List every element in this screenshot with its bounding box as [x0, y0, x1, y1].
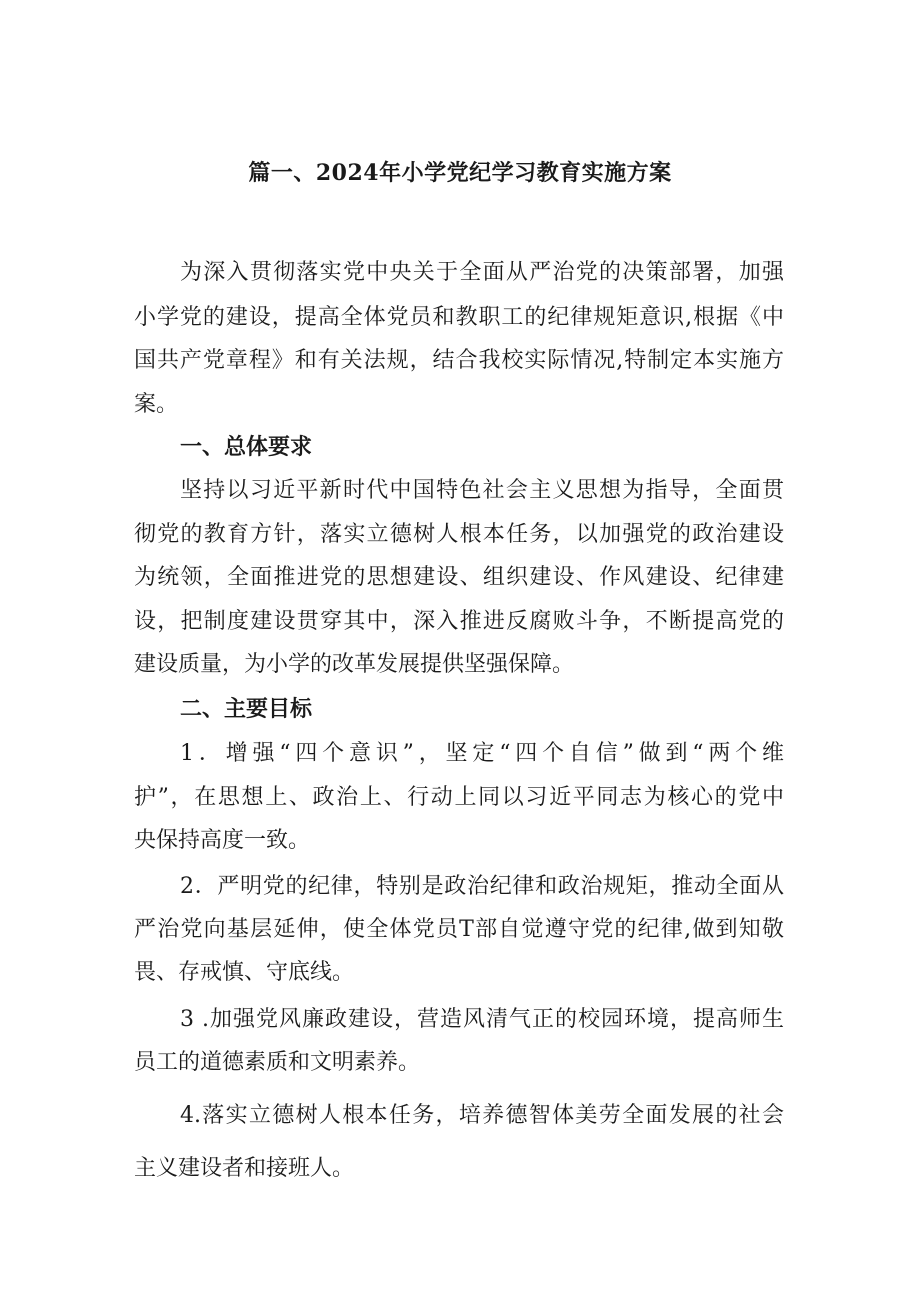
section1-line-4: 设，把制度建设贯穿其中，深入推进反腐败斗争，不断提高党的: [134, 609, 784, 634]
intro-line-1: 为深入贯彻落实党中央关于全面从严治党的决策部署，加强: [180, 260, 784, 285]
goal4-line-1: 4.落实立德树人根本任务，培养德智体美劳全面发展的社会: [180, 1103, 784, 1128]
goal3-line-2: 员工的道德素质和文明素养。: [134, 1050, 421, 1075]
goal2-line-3: 畏、存戒慎、守底线。: [134, 960, 355, 985]
document-title: 篇一、2024年小学党纪学习教育实施方案: [248, 160, 672, 186]
intro-line-4: 案。: [134, 392, 179, 417]
section1-line-1: 坚持以习近平新时代中国特色社会主义思想为指导，全面贯: [180, 478, 784, 503]
section1-line-3: 为统领，全面推进党的思想建设、组织建设、作风建设、纪律建: [134, 565, 784, 590]
goal2-line-1: 2．严明党的纪律，特别是政治纪律和政治规矩，推动全面从: [180, 874, 784, 899]
goal1-line-2: 护”，在思想上、政治上、行动上同以习近平同志为核心的党中: [134, 785, 784, 810]
section1-line-2: 彻党的教育方针，落实立德树人根本任务，以加强党的政治建设: [134, 522, 784, 547]
goal1-line-3: 央保持高度一致。: [134, 828, 311, 853]
section-heading-main-goals: 二、主要目标: [180, 696, 313, 722]
goal1-line-1: 1．增强“四个意识”，坚定“四个自信”做到“两个维: [180, 741, 784, 766]
goal3-line-1: 3 .加强党风廉政建设，营造风清气正的校园环境，提高师生: [180, 1007, 784, 1032]
goal2-line-2: 严治党向基层延伸，使全体党员T部自觉遵守党的纪律,做到知敬: [134, 917, 784, 942]
intro-line-3: 国共产党章程》和有关法规，结合我校实际情况,特制定本实施方: [134, 348, 784, 373]
section1-line-5: 建设质量，为小学的改革发展提供坚强保障。: [134, 652, 575, 677]
intro-line-2: 小学党的建设，提高全体党员和教职工的纪律规矩意识,根据《中: [134, 305, 784, 330]
goal4-line-2: 主义建设者和接班人。: [134, 1156, 355, 1181]
section-heading-overall-requirements: 一、总体要求: [180, 434, 313, 460]
